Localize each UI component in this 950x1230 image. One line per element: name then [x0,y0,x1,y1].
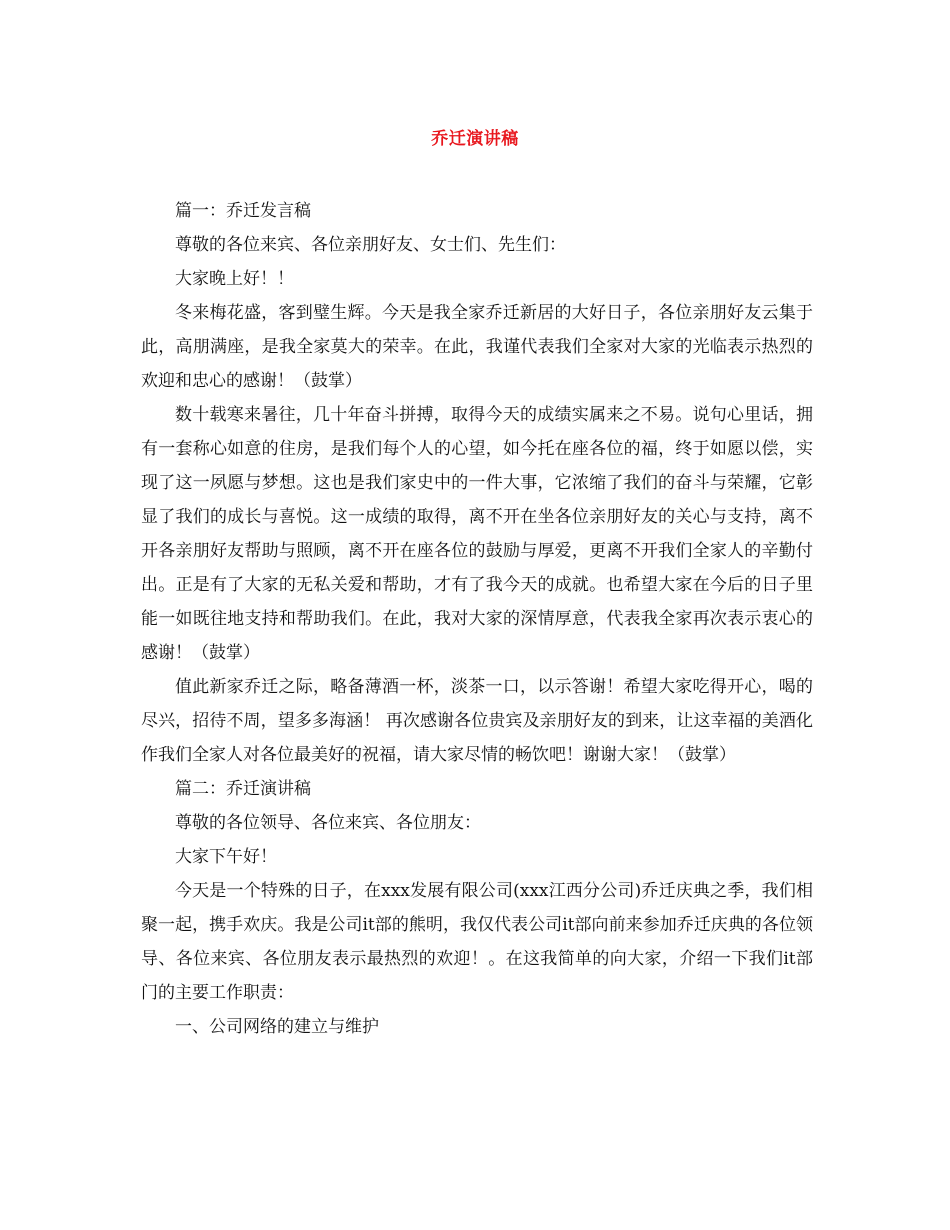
list-item: 一、公司网络的建立与维护 [175,1017,379,1037]
document-body [141,194,813,1044]
document-title: 乔迁演讲稿 [431,129,519,149]
greeting: 大家晚上好！！ [175,269,294,289]
salutation: 尊敬的各位领导、各位来宾、各位朋友： [175,813,481,833]
body-paragraph: 数十载寒来暑往，几十年奋斗拼搏，取得今天的成绩实属来之不易。说句心里话，拥有一套称心如意的住房，是我们每个人的心望，如今托在座各位的福，终于如愿以偿，实现了这一夙愿与梦想。这也是我们家史中的一件大事，它浓缩了我们的奋斗与荣耀，它彰显了我们的成长与喜悦。这一成绩的取得，离不开在坐各位亲朋好友的关心与支持，离不开各亲朋好友帮助与照顾，离不开在座各位的鼓励与厚爱，更离不开我们全家人的辛勤付出。正是有了大家的无私关爱和帮助，才有了我今天的成就。也希望大家在今后的日子里能一如既往地支持和帮助我们。在此，我对大家的深情厚意，代表我全家再次表示衷心的感谢！（鼓掌） [141,405,813,663]
body-paragraph: 今天是一个特殊的日子，在xxx发展有限公司(xxx江西分公司)乔迁庆典之季，我们相聚一起，携手欢庆。我是公司it部的熊明，我仅代表公司it部向前来参加乔迁庆典的各位领导、各位来宾、各位朋友表示最热烈的欢迎！。在这我简单的向大家，介绍一下我们it部门的主要工作职责： [141,881,813,1003]
greeting: 大家下午好！ [175,847,277,867]
salutation: 尊敬的各位来宾、各位亲朋好友、女士们、先生们： [175,235,566,255]
section-heading: 篇一：乔迁发言稿 [175,201,311,221]
section-heading: 篇二：乔迁演讲稿 [175,779,311,799]
body-paragraph: 冬来梅花盛，客到璧生辉。今天是我全家乔迁新居的大好日子，各位亲朋好友云集于此，高朋满座，是我全家莫大的荣幸。在此，我谨代表我们全家对大家的光临表示热烈的欢迎和忠心的感谢！（鼓掌） [141,303,813,391]
body-paragraph: 值此新家乔迁之际，略备薄酒一杯，淡茶一口，以示答谢！希望大家吃得开心，喝的尽兴，招待不周，望多多海涵！ 再次感谢各位贵宾及亲朋好友的到来，让这幸福的美酒化作我们全家人对各位最美好的祝福，请大家尽情的畅饮吧！谢谢大家！（鼓掌） [141,677,813,765]
